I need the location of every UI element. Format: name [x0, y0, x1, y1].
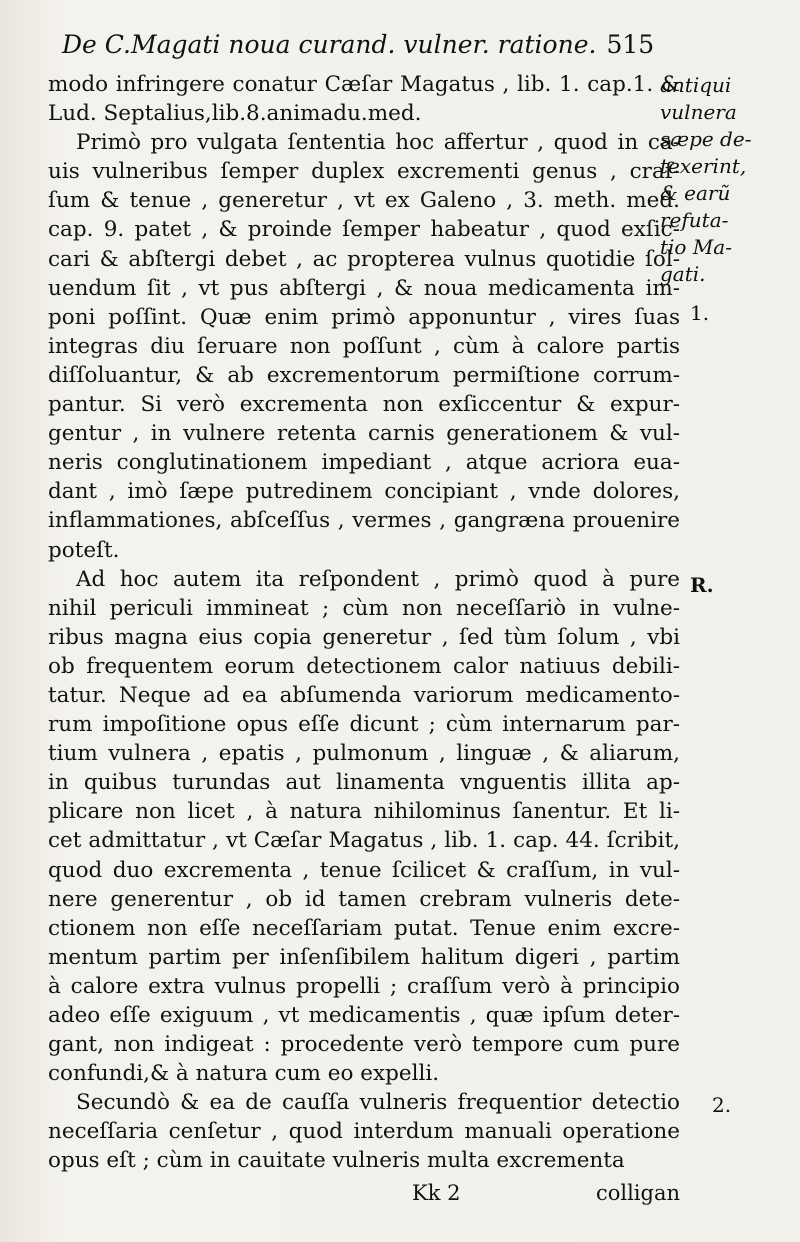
text-line: ob frequentem eorum detectionem calor natiuus debili- [48, 653, 680, 679]
text-line: neceſſaria cenſetur , quod interdum manuali operatione [48, 1119, 680, 1145]
text-line: ribus magna eius copia generetur , ſed tùm ſolum , vbi [48, 624, 680, 650]
text-line: cap. 9. patet , & proinde ſemper habeatur , quod exſic- [48, 217, 680, 243]
text-line: modo infringere conatur Cæſar Magatus , lib. 1. cap.1. & [48, 72, 680, 97]
text-line: nihil periculi immineat ; cùm non neceſſariò in vulne- [48, 595, 680, 621]
text-line: diſſoluantur, & ab excrementorum permiſtione corrum- [48, 362, 680, 388]
text-line: à calore extra vulnus propelli ; craſſum verò à principio [48, 973, 680, 999]
page-footer [400, 1178, 680, 1208]
text-line: Ad hoc autem ita reſpondent , primò quod à pure [76, 566, 680, 592]
margin-note-antiqui [660, 72, 790, 288]
margin-note-line: texerint, [660, 154, 747, 178]
signature-mark: Kk 2 [412, 1181, 461, 1205]
text-line: Lud. Septalius,lib.8.animadu.med. [48, 101, 422, 127]
text-line: pantur. Si verò excrementa non exſiccentur & expur- [48, 392, 680, 418]
text-line: plicare non licet , à natura nihilominus ſanentur. Et li- [48, 799, 680, 825]
text-line: uendum ſit , vt pus abſtergi , & noua medicamenta im- [48, 275, 680, 301]
text-line: cari & abſtergi debet , ac propterea vulnus quotidie ſol- [48, 246, 680, 272]
text-line: tium vulnera , epatis , pulmonum , linguæ , & aliarum, [48, 741, 680, 767]
text-line: gant, non indigeat : procedente verò tempore cum pure [48, 1032, 680, 1058]
text-line: rum impoſitione opus eſſe dicunt ; cùm internarum par- [48, 712, 680, 738]
margin-note-line: refuta- [660, 208, 729, 232]
margin-note-line: & earũ [660, 181, 731, 205]
margin-note-line: tio Ma- [660, 235, 732, 259]
text-line: ſum & tenue , generetur , vt ex Galeno , 3. meth. med. [48, 188, 680, 214]
margin-mark-1: 1. [690, 301, 710, 325]
running-title: De C.Magati noua curand. vulner. ratione. [62, 30, 597, 59]
text-line: quod duo excrementa , tenue ſcilicet & craſſum, in vul- [48, 857, 680, 883]
margin-note-line: antiqui [660, 73, 732, 97]
text-line: uis vulneribus ſemper duplex excrementi genus , craſ- [48, 159, 680, 185]
margin-note-line: sæpe de- [660, 127, 752, 151]
text-body [48, 70, 680, 1176]
margin-note-line: vulnera [660, 100, 737, 124]
text-line: tatur. Neque ad ea abſumenda variorum medicamento- [48, 682, 680, 708]
running-header [62, 30, 662, 60]
text-line: poteſt. [48, 537, 120, 563]
text-line: Primò pro vulgata ſententia hoc affertur , quod in ca- [76, 130, 680, 156]
text-line: Secundò & ea de cauſſa vulneris frequentior detectio [76, 1090, 680, 1116]
text-line: dant , imò ſæpe putredinem concipiant , vnde dolores, [48, 479, 680, 505]
text-line: gentur , in vulnere retenta carnis generationem & vul- [48, 421, 680, 447]
margin-mark-2: 2. [712, 1093, 732, 1117]
text-line: nere generentur , ob id tamen crebram vulneris dete- [48, 886, 680, 912]
text-line: neris conglutinationem impediant , atque acriora eua- [48, 450, 680, 476]
catchword: colligan [595, 1181, 680, 1205]
margin-mark-r: R. [690, 573, 714, 597]
text-line: opus eſt ; cùm in cauitate vulneris multa excrementa [48, 1148, 625, 1174]
text-line: integras diu ſeruare non poſſunt , cùm à calore partis [48, 333, 680, 359]
text-line: mentum partim per inſenſibilem halitum digeri , partim [48, 944, 680, 970]
margin-note-line: gati. [660, 262, 706, 286]
page-number: 515 [606, 30, 655, 59]
text-line: inflammationes, abſceſſus , vermes , gangræna prouenire [48, 508, 680, 534]
text-line: poni poſſint. Quæ enim primò apponuntur , vires ſuas [48, 304, 680, 330]
text-line: confundi,& à natura cum eo expelli. [48, 1061, 440, 1087]
text-line: adeo eſſe exiguum , vt medicamentis , quæ ipſum deter- [48, 1003, 680, 1028]
text-line: ctionem non eſſe neceſſariam putat. Tenue enim excre- [48, 915, 680, 941]
text-line: in quibus turundas aut linamenta vnguentis illita ap- [48, 770, 680, 796]
text-line: cet admittatur , vt Cæſar Magatus , lib. 1. cap. 44. ſcribit, [48, 828, 680, 854]
